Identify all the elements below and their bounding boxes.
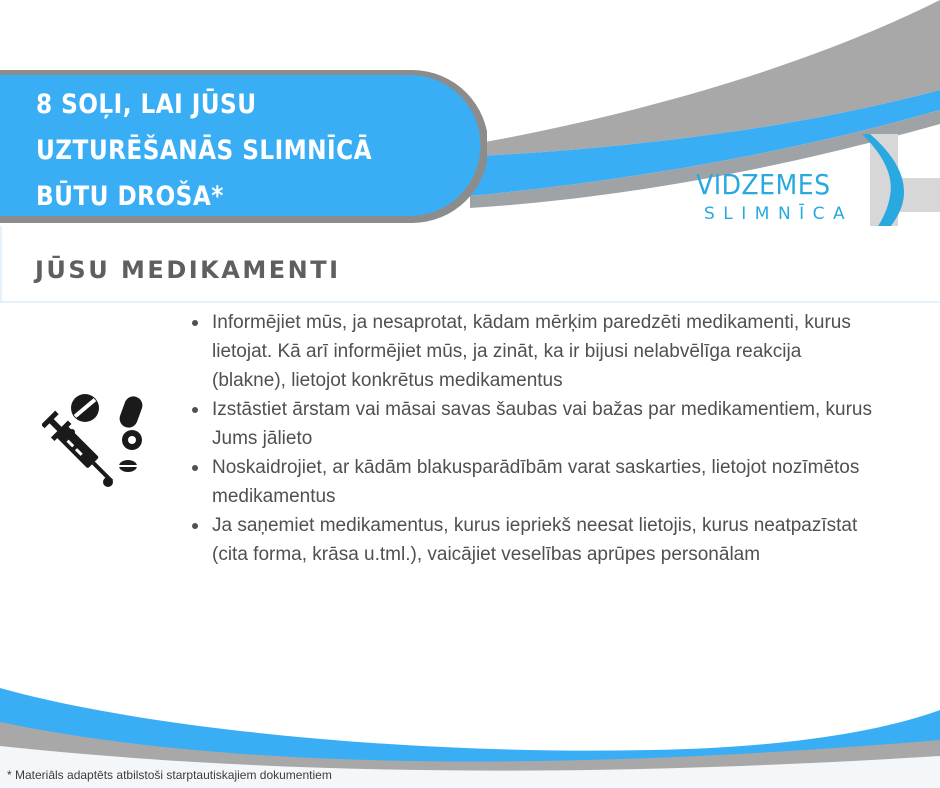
- medication-syringe-pills-icon: [42, 392, 150, 496]
- footnote: * Materiāls adaptēts atbilstoši starptautiskajiem dokumentiem: [7, 768, 332, 782]
- title-line-2: UZTURĒŠANĀS SLIMNĪCĀ: [36, 135, 372, 166]
- list-item: Noskaidrojiet, ar kādām blakusparādībām varat saskarties, lietojot nozīmētos medikamentus: [188, 453, 878, 511]
- page-title: [36, 82, 372, 220]
- logo-text-slimnica: SLIMNĪCA: [704, 204, 854, 224]
- section-header: [0, 226, 940, 303]
- advice-list: [188, 308, 878, 569]
- title-line-1: 8 SOĻI, LAI JŪSU: [36, 89, 257, 120]
- title-line-3: BŪTU DROŠA*: [36, 181, 224, 212]
- list-item: Ja saņemiet medikamentus, kurus iepriekš neesat lietojis, kurus neatpazīstat (cita forma, krāsa u.tml.), vaicājiet veselības aprūpes personālam: [188, 511, 878, 569]
- list-item: Izstāstiet ārstam vai māsai savas šaubas vai bažas par medikamentiem, kurus Jums jālieto: [188, 395, 878, 453]
- list-item: Informējiet mūs, ja nesaprotat, kādam mērķim paredzēti medikamenti, kurus lietojat. Kā arī informējiet mūs, ja zināt, ka ir bijusi nelabvēlīga reakcija (blakne), lietojot konkrētus medikamentus: [188, 308, 878, 395]
- section-title: JŪSU MEDIKAMENTI: [35, 256, 341, 284]
- logo-text-vidzemes: VIDZEMES: [696, 168, 831, 201]
